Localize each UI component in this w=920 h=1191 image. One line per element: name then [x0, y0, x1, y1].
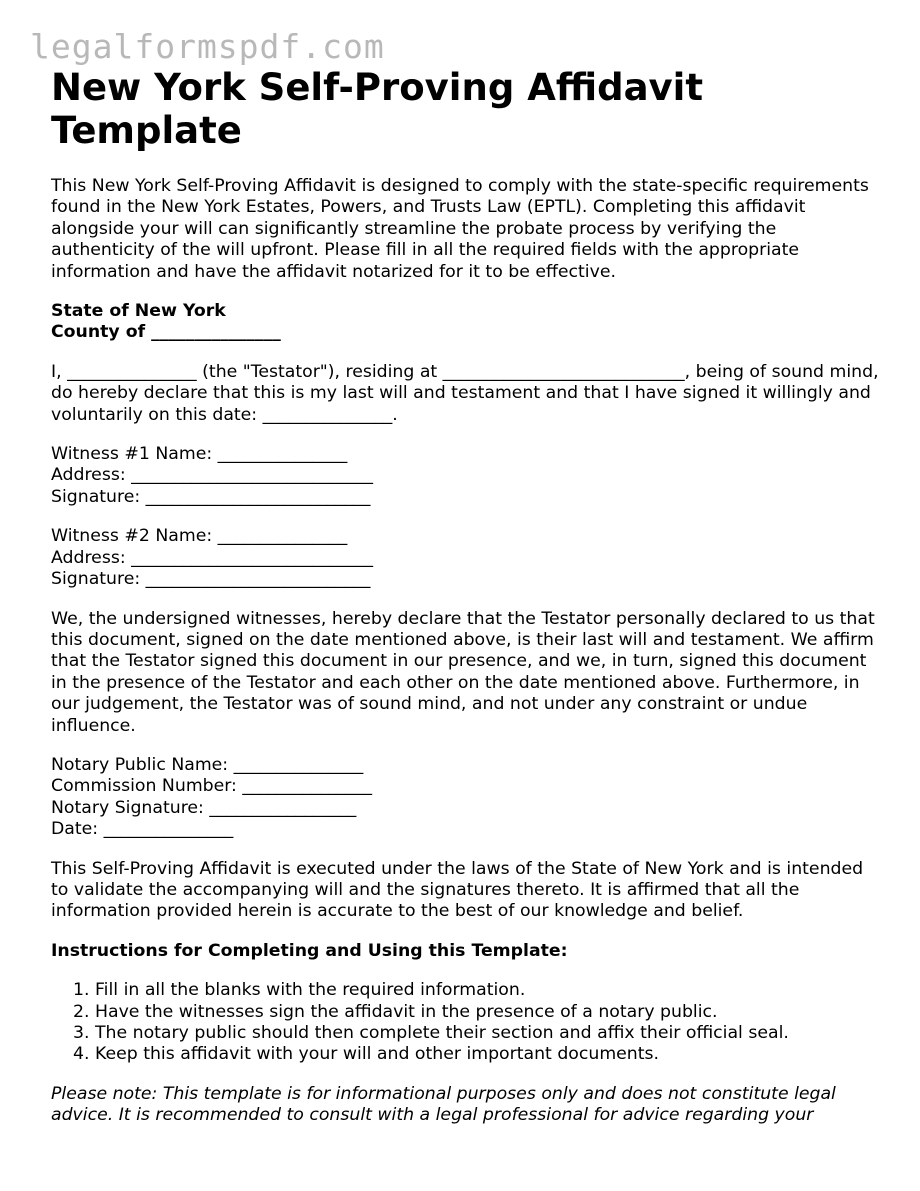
witness-2-name: Witness #2 Name: _______________ [51, 526, 348, 547]
watermark: legalformspdf.com [30, 27, 385, 66]
witness-1-block [51, 444, 881, 508]
intro-paragraph: This New York Self-Proving Affidavit is designed to comply with the state-specific requirements found in the New York Estates, Powers, and Trusts Law (EPTL). Completing this affidavit alongside your will can significantly streamline the probate process by verifying the authenticity of the will upfront. Please fill in all the required fields with the appropriate information and have the affidavit notarized for it to be effective. [51, 176, 869, 282]
venue-state: State of New York [51, 301, 226, 322]
notary-name: Notary Public Name: _______________ [51, 754, 364, 775]
disclaimer-note: Please note: This template is for informational purposes only and does not constitute legal advice. It is recommended to consult with a legal professional for advice regarding your [51, 1083, 836, 1126]
instructions-heading: Instructions for Completing and Using this Template: [51, 940, 568, 961]
instruction-item: 1. Fill in all the blanks with the required information. [95, 980, 881, 1001]
witness-2-block [51, 526, 881, 590]
venue-block [51, 301, 881, 344]
declaration-paragraph: I, _______________ (the "Testator"), residing at ____________________________, being of sound mind, do hereby declare that this is my last will and testament and that I have signed it willingly and voluntarily on this date: _______________. [51, 361, 879, 425]
notary-commission: Commission Number: _______________ [51, 776, 372, 797]
witness-2-address: Address: ____________________________ [51, 547, 374, 568]
instruction-item: 4. Keep this affidavit with your will and other important documents. [95, 1044, 881, 1065]
execution-paragraph: This Self-Proving Affidavit is executed under the laws of the State of New York and is intended to validate the accompanying will and the signatures thereto. It is affirmed that all the information provided herein is accurate to the best of our knowledge and belief. [51, 858, 864, 922]
instructions-list [51, 980, 881, 1066]
document-page [51, 66, 881, 1127]
notary-block [51, 755, 881, 841]
instruction-item: 3. The notary public should then complete their section and affix their official seal. [95, 1023, 881, 1044]
witness-1-name: Witness #1 Name: _______________ [51, 444, 348, 465]
witness-1-address: Address: ____________________________ [51, 465, 374, 486]
page-title: New York Self-Proving Affidavit Template [51, 66, 704, 152]
witness-1-signature: Signature: __________________________ [51, 486, 371, 507]
witness-2-signature: Signature: __________________________ [51, 569, 371, 590]
notary-date: Date: _______________ [51, 819, 234, 840]
witness-statement-paragraph: We, the undersigned witnesses, hereby declare that the Testator personally declared to us that this document, signed on the date mentioned above, is their last will and testament. We affirm that the Testator signed this document in our presence, and we, in turn, signed this document in the presence of the Testator and each other on the date mentioned above. Furthermore, in our judgement, the Testator was of sound mind, and not under any constraint or undue influence. [51, 608, 875, 736]
instruction-item: 2. Have the witnesses sign the affidavit in the presence of a notary public. [95, 1002, 881, 1023]
notary-signature: Notary Signature: _________________ [51, 797, 357, 818]
venue-county: County of _______________ [51, 322, 281, 343]
